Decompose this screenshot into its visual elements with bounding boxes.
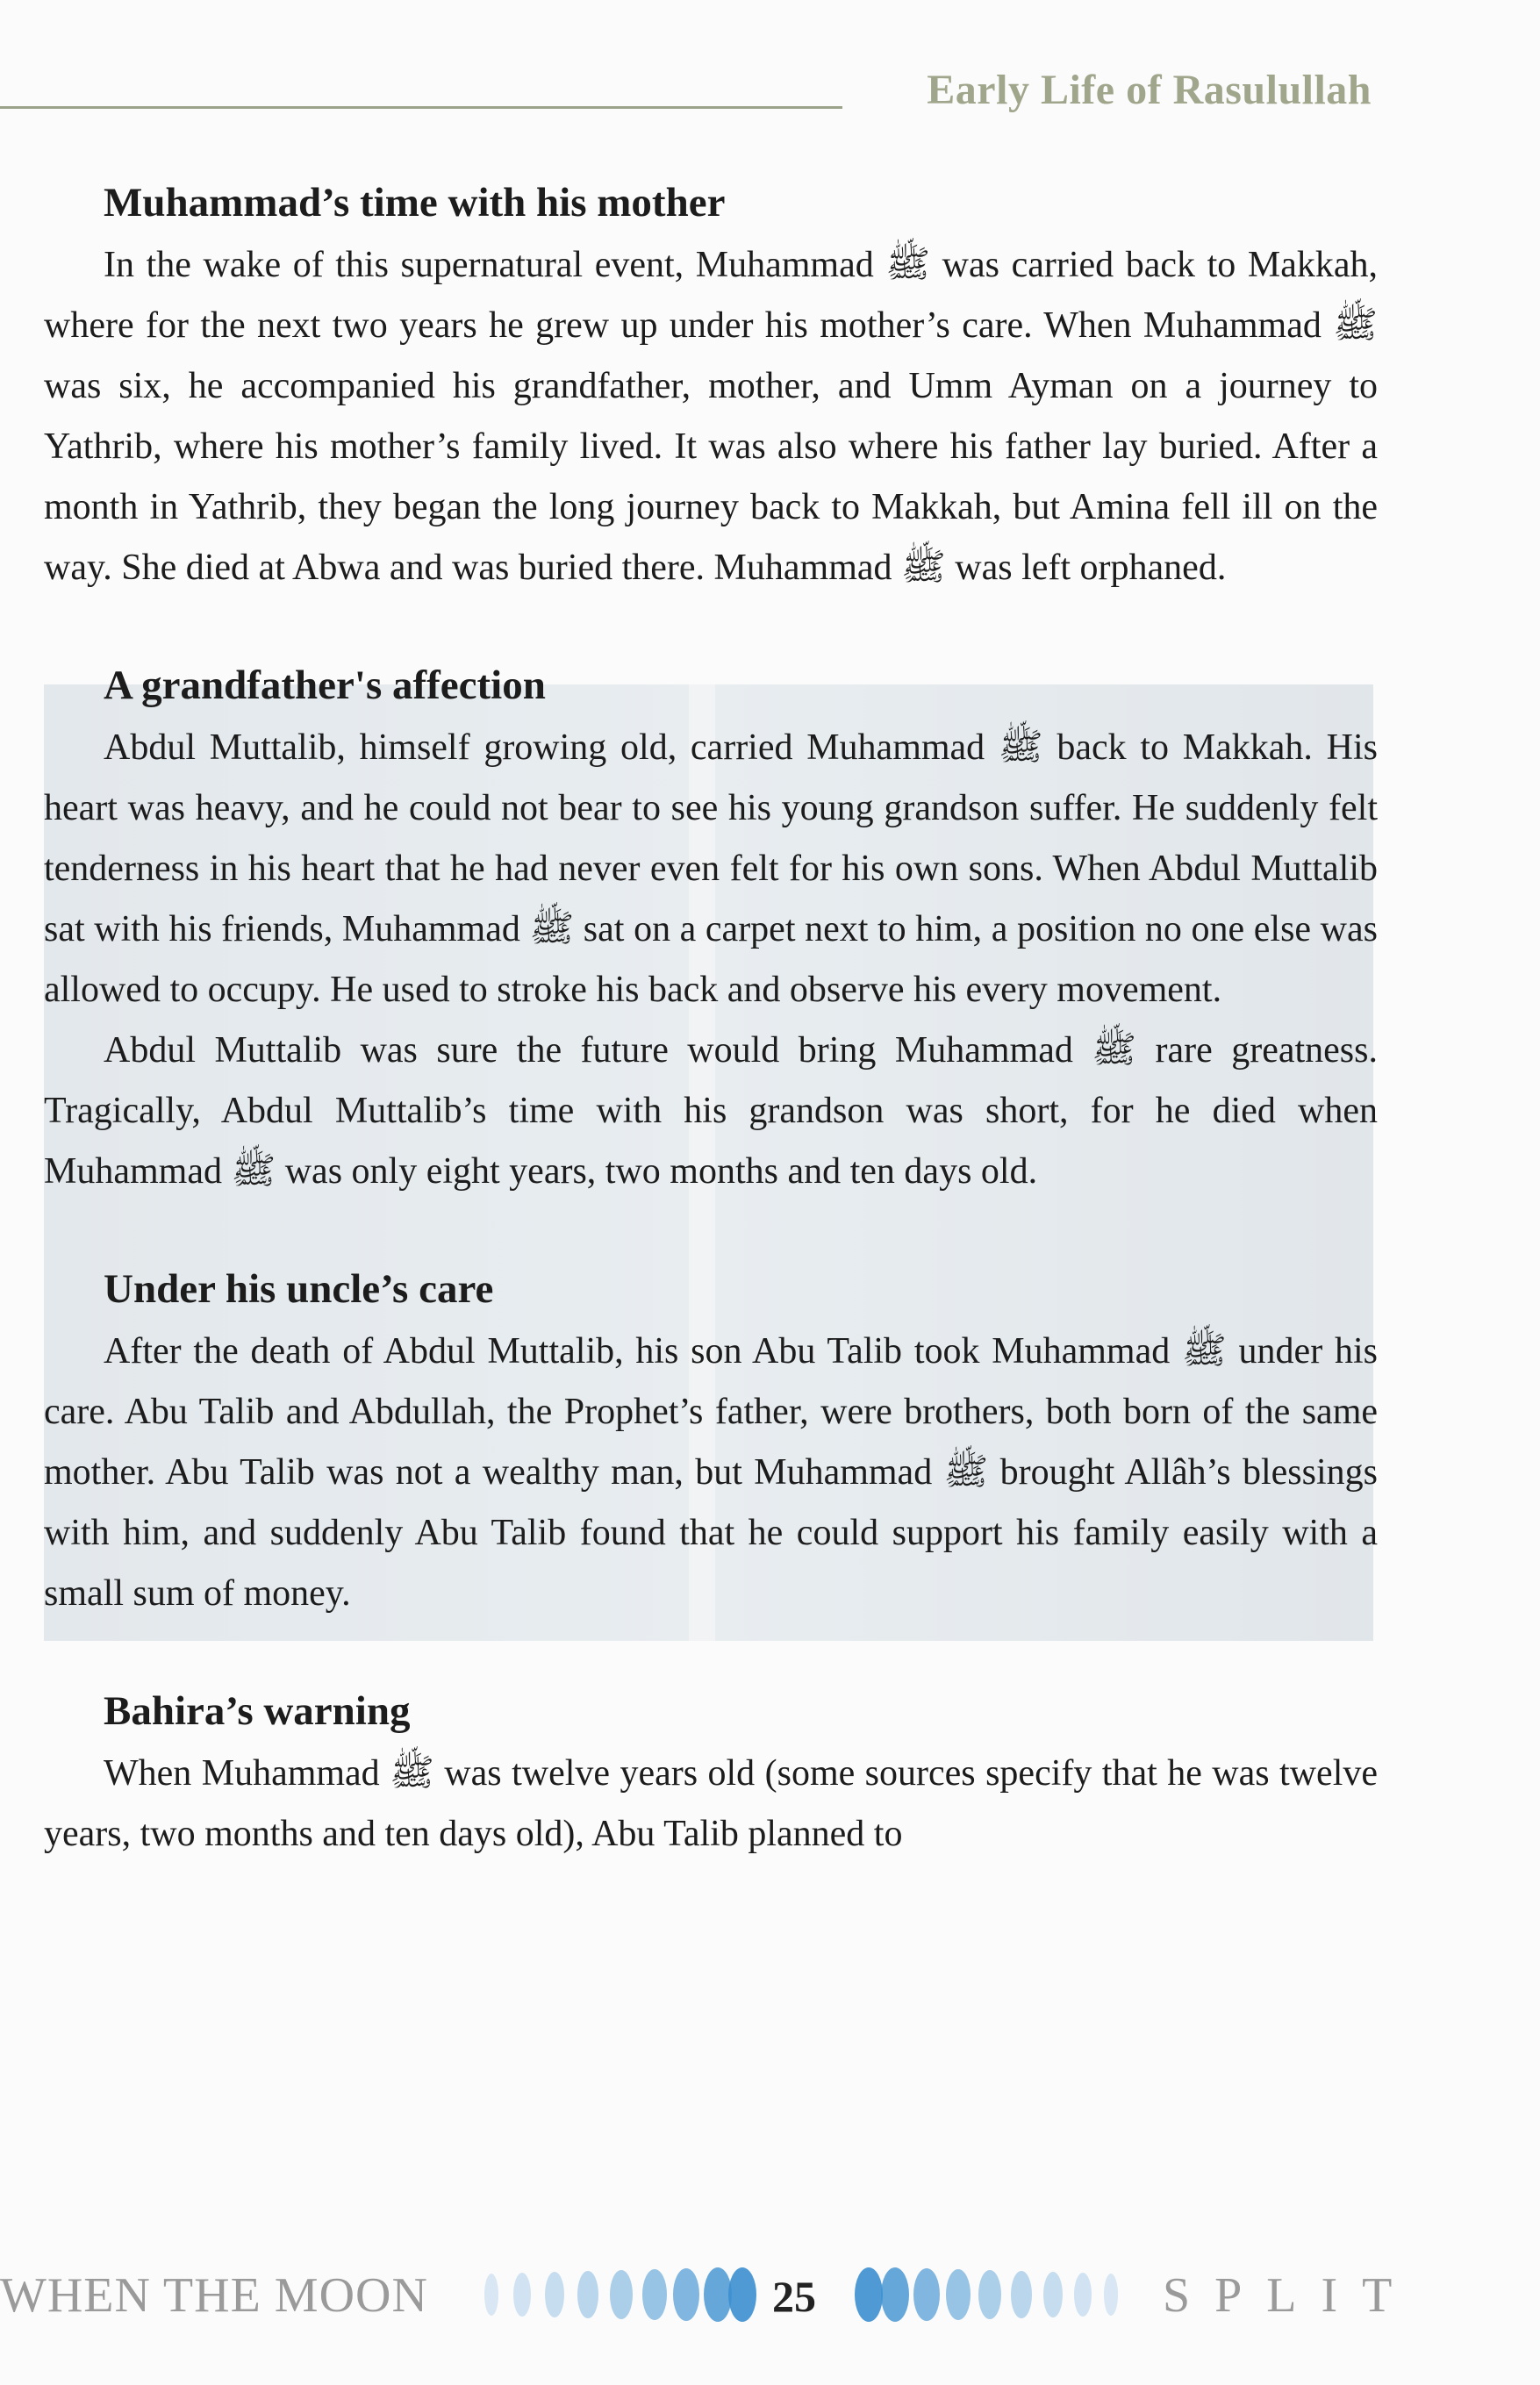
section-bahira-warning [44, 1684, 1378, 1865]
page-content [44, 175, 1378, 1924]
footer-book-title-left: WHEN THE MOON [0, 2268, 428, 2323]
paragraph: After the death of Abdul Muttalib, his son Abu Talib took Muhammad ﷺ under his care. Abu Talib and Abdullah, the Prophet’s father, were brothers, both born of the same mother. Abu Talib was not a wealthy man, but Muhammad ﷺ brought Allâh’s blessings with him, and suddenly Abu Talib found that he could support his family easily with a small sum of money. [44, 1331, 1378, 1614]
footer-book-title-right: SPLIT [1163, 2268, 1417, 2323]
section-heading: Bahira’s warning [104, 1688, 411, 1734]
section-heading: Muhammad’s time with his mother [104, 180, 726, 226]
paragraph: When Muhammad ﷺ was twelve years old (some sources specify that he was twelve years, two months and ten days old), Abu Talib planned to [44, 1753, 1379, 1854]
running-head: Early Life of Rasulullah [927, 67, 1372, 113]
section-heading: A grandfather's affection [104, 662, 546, 708]
page-footer [0, 2264, 1540, 2325]
section-time-with-mother [44, 175, 1378, 598]
paragraph: Abdul Muttalib was sure the future would bring Muhammad ﷺ rare greatness. Tragically, Abdul Muttalib’s time with his grandson was short, for he died when Muhammad ﷺ was only eight years, two months and ten days old. [44, 1030, 1378, 1192]
section-grandfather-affection [44, 658, 1378, 1202]
header-rule [0, 106, 842, 109]
paragraph: In the wake of this supernatural event, Muhammad ﷺ was carried back to Makkah, where for the next two years he grew up under his mother’s care. When Muhammad ﷺ was six, he accompanied his grandfather, mother, and Umm Ayman on a journey to Yathrib, where his mother’s family lived. It was also where his father lay buried. After a month in Yathrib, they began the long journey back to Makkah, but Amina fell ill on the way. She died at Abwa and was buried there. Muhammad ﷺ was left orphaned. [44, 245, 1379, 588]
section-heading: Under his uncle’s care [104, 1266, 494, 1312]
page-number: 25 [772, 2272, 816, 2321]
paragraph: Abdul Muttalib, himself growing old, carried Muhammad ﷺ back to Makkah. His heart was heavy, and he could not bear to see his young grandson suffer. He suddenly felt tenderness in his heart that he had never even felt for his own sons. When Abdul Muttalib sat with his friends, Muhammad ﷺ sat on a carpet next to him, a position no one else was allowed to occupy. He used to stroke his back and observe his every movement. [44, 727, 1378, 1010]
section-uncle-care [44, 1262, 1378, 1624]
